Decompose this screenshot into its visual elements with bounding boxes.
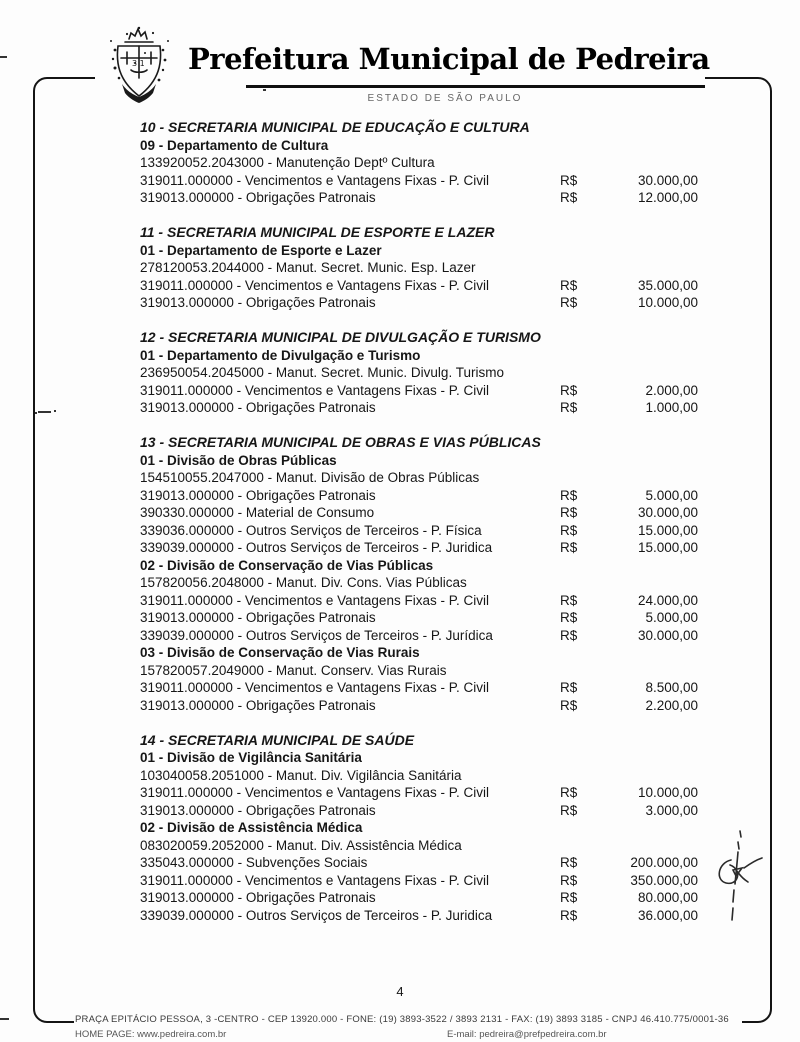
currency-symbol: R$ [560,540,578,555]
state-subtitle: ESTADO DE SÃO PAULO [367,93,523,104]
expense-code-description: 319011.000000 - Vencimentos e Vantagens Fixas - P. Civil [140,785,489,800]
handwritten-mark [700,828,772,930]
budget-row [140,907,698,925]
expense-code-description: 339036.000000 - Outros Serviços de Terceiros - P. Física [140,522,482,538]
expense-code-description: 319013.000000 - Obrigações Patronais [140,190,376,205]
section-title: 14 - SECRETARIA MUNICIPAL DE SAÚDE [140,731,415,748]
expense-code-description: 319013.000000 - Obrigações Patronais [140,802,376,818]
budget-row [140,889,698,907]
expense-code-description: 339039.000000 - Outros Serviços de Terceiros - P. Juridica [140,540,493,555]
program-line: 133920052.2043000 - Manutenção Deptº Cultura [140,155,435,170]
amount-value: 1.000,00 [645,400,698,415]
currency-symbol: R$ [560,277,578,293]
currency-symbol: R$ [560,190,578,205]
section-title: 12 - SECRETARIA MUNICIPAL DE DIVULGAÇÃO E TURISMO [140,329,541,345]
department-heading: 02 - Divisão de Conservação de Vias Públicas [140,557,434,573]
footer-contact-line [75,1029,747,1040]
budget-section [140,329,698,417]
budget-row [140,784,698,802]
amount-value: 30.000,00 [637,172,698,188]
amount-value: 8.500,00 [645,680,698,695]
department-heading: 02 - Divisão de Assistência Médica [140,820,363,835]
scan-artifact-dash [0,1018,9,1020]
expense-code-description: 319011.000000 - Vencimentos e Vantagens Fixas - P. Civil [140,277,489,293]
budget-section [140,224,698,312]
amount-value: 3.000,00 [645,802,698,818]
expense-code-description: 390330.000000 - Material de Consumo [140,505,375,520]
expense-code-description: 319011.000000 - Vencimentos e Vantagens Fixas - P. Civil [140,872,489,888]
budget-row [140,609,698,627]
currency-symbol: R$ [560,295,578,310]
expense-code-description: 319013.000000 - Obrigações Patronais [140,697,376,713]
budget-row [140,802,698,820]
budget-row [140,504,698,522]
amount-value: 15.000,00 [637,522,698,538]
currency-symbol: R$ [560,907,578,923]
amount-value: 5.000,00 [645,487,698,503]
expense-code-description: 339039.000000 - Outros Serviços de Terceiros - P. Juridica [140,907,493,923]
department-heading: 01 - Divisão de Obras Públicas [140,452,337,468]
currency-symbol: R$ [560,382,578,398]
city-coat-of-arms-logo [105,26,173,106]
budget-row [140,277,698,295]
program-line: 278120053.2044000 - Manut. Secret. Munic. Esp. Lazer [140,260,476,275]
expense-code-description: 319013.000000 - Obrigações Patronais [140,487,376,503]
expense-code-description: 319013.000000 - Obrigações Patronais [140,295,376,310]
expense-code-description: 319011.000000 - Vencimentos e Vantagens Fixas - P. Civil [140,172,489,188]
budget-row [140,189,698,207]
department-heading: 01 - Departamento de Esporte e Lazer [140,242,382,258]
section-title: 10 - SECRETARIA MUNICIPAL DE EDUCAÇÃO E CULTURA [140,119,530,135]
amount-value: 80.000,00 [637,890,698,905]
currency-symbol: R$ [560,627,578,643]
currency-symbol: R$ [560,400,578,415]
department-heading: 09 - Departamento de Cultura [140,137,329,153]
budget-row [140,522,698,540]
budget-section [140,732,698,925]
amount-value: 200.000,00 [630,855,698,870]
currency-symbol: R$ [560,872,578,888]
budget-row [140,172,698,190]
program-line: 154510055.2047000 - Manut. Divisão de Obras Públicas [140,470,480,485]
amount-value: 30.000,00 [637,627,698,643]
budget-row [140,399,698,417]
svg-text:3 1: 3 1 [132,59,145,68]
title-underline [246,85,705,88]
amount-value: 30.000,00 [637,505,698,520]
department-heading: 01 - Departamento de Divulgação e Turismo [140,347,421,363]
expense-code-description: 319011.000000 - Vencimentos e Vantagens Fixas - P. Civil [140,592,489,608]
budget-section [140,434,698,714]
currency-symbol: R$ [560,610,578,625]
currency-symbol: R$ [560,505,578,520]
currency-symbol: R$ [560,890,578,905]
amount-value: 2.000,00 [645,382,698,398]
page-number: 4 [396,984,404,999]
budget-row [140,627,698,645]
expense-code-description: 339039.000000 - Outros Serviços de Terceiros - P. Jurídica [140,627,493,643]
amount-value: 36.000,00 [637,907,698,923]
amount-value: 5.000,00 [645,610,698,625]
budget-row [140,872,698,890]
budget-row [140,539,698,557]
expense-code-description: 319013.000000 - Obrigações Patronais [140,400,376,415]
program-line: 157820056.2048000 - Manut. Div. Cons. Vias Públicas [140,575,467,590]
amount-value: 10.000,00 [637,295,698,310]
budget-sections [140,119,698,942]
currency-symbol: R$ [560,785,578,800]
department-heading: 01 - Divisão de Vigilância Sanitária [140,750,362,765]
amount-value: 10.000,00 [637,785,698,800]
budget-section [140,119,698,207]
budget-row [140,382,698,400]
document-title: Prefeitura Municipal de Pedreira [188,42,710,76]
section-title: 13 - SECRETARIA MUNICIPAL DE OBRAS E VIAS PÚBLICAS [140,434,541,450]
scan-artifact-dot [263,89,266,91]
expense-code-description: 335043.000000 - Subvenções Sociais [140,855,368,870]
expense-code-description: 319011.000000 - Vencimentos e Vantagens Fixas - P. Civil [140,382,489,398]
currency-symbol: R$ [560,522,578,538]
program-line: 236950054.2045000 - Manut. Secret. Munic. Divulg. Turismo [140,365,504,380]
amount-value: 24.000,00 [637,592,698,608]
amount-value: 12.000,00 [637,190,698,205]
footer-email: E-mail: pedreira@prefpedreira.com.br [447,1029,607,1040]
currency-symbol: R$ [560,855,578,870]
amount-value: 15.000,00 [637,540,698,555]
currency-symbol: R$ [560,697,578,713]
section-title: 11 - SECRETARIA MUNICIPAL DE ESPORTE E LAZER [140,224,495,240]
budget-row [140,592,698,610]
scan-artifact-dot [54,410,56,412]
amount-value: 350.000,00 [630,872,698,888]
scan-artifact-dash [0,56,7,58]
footer-homepage: HOME PAGE: www.pedreira.com.br [75,1029,227,1040]
amount-value: 2.200,00 [645,697,698,713]
expense-code-description: 319013.000000 - Obrigações Patronais [140,890,376,905]
footer-address-line: PRAÇA EPITÁCIO PESSOA, 3 -CENTRO - CEP 13920.000 - FONE: (19) 3893-3522 / 3893 2131 - FAX: (19) 3893 3185 - CNPJ 46.410.775/0001-36 [75,1014,729,1025]
currency-symbol: R$ [560,802,578,818]
expense-code-description: 319011.000000 - Vencimentos e Vantagens Fixas - P. Civil [140,680,489,695]
currency-symbol: R$ [560,592,578,608]
amount-value: 35.000,00 [637,277,698,293]
budget-row [140,294,698,312]
budget-row [140,697,698,715]
currency-symbol: R$ [560,487,578,503]
budget-row [140,487,698,505]
budget-row [140,679,698,697]
department-heading: 03 - Divisão de Conservação de Vias Rurais [140,645,420,660]
budget-row [140,854,698,872]
currency-symbol: R$ [560,680,578,695]
program-line: 157820057.2049000 - Manut. Conserv. Vias Rurais [140,662,447,678]
program-line: 083020059.2052000 - Manut. Div. Assistência Médica [140,837,462,853]
scan-artifact-dash [38,411,51,413]
scan-artifact-dot [35,412,37,414]
expense-code-description: 319013.000000 - Obrigações Patronais [140,610,376,625]
currency-symbol: R$ [560,172,578,188]
program-line: 103040058.2051000 - Manut. Div. Vigilância Sanitária [140,767,462,783]
